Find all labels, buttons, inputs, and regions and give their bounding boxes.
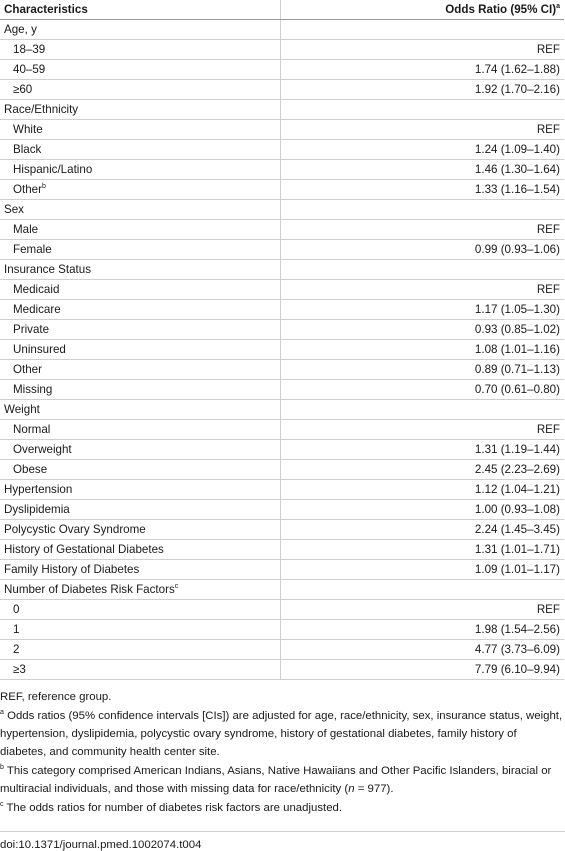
row-label: Hypertension — [0, 480, 280, 500]
table-row — [0, 360, 564, 380]
table-row — [0, 100, 564, 120]
row-odds-ratio — [280, 580, 564, 600]
row-label: Family History of Diabetes — [0, 560, 280, 580]
row-label: 18–39 — [0, 40, 280, 60]
table-row — [0, 560, 564, 580]
row-label: Race/Ethnicity — [0, 100, 280, 120]
row-odds-ratio: 1.46 (1.30–1.64) — [280, 160, 564, 180]
row-odds-ratio: 2.24 (1.45–3.45) — [280, 520, 564, 540]
row-odds-ratio: REF — [280, 220, 564, 240]
row-label: Black — [0, 140, 280, 160]
row-odds-ratio: REF — [280, 280, 564, 300]
table-row — [0, 380, 564, 400]
footnote-b: $^b$ This category comprised American Indians, Asians, Native Hawaiians and Other Pacific Islanders, biracial or multiracial individuals, and those with missing data for race/ethnicity (n = 977). — [0, 764, 552, 795]
header-characteristics: Characteristics — [0, 0, 280, 20]
row-odds-ratio: 1.24 (1.09–1.40) — [280, 140, 564, 160]
row-odds-ratio: 1.31 (1.01–1.71) — [280, 540, 564, 560]
row-label: 2 — [0, 640, 280, 660]
table-row — [0, 340, 564, 360]
row-label: Polycystic Ovary Syndrome — [0, 520, 280, 540]
row-odds-ratio — [280, 100, 564, 120]
row-odds-ratio: 1.17 (1.05–1.30) — [280, 300, 564, 320]
row-odds-ratio — [280, 400, 564, 420]
table-row — [0, 480, 564, 500]
row-odds-ratio: REF — [280, 40, 564, 60]
row-label: Male — [0, 220, 280, 240]
row-label: ≥3 — [0, 660, 280, 680]
table-row — [0, 640, 564, 660]
table-row — [0, 660, 564, 680]
table-row — [0, 280, 564, 300]
row-label: Female — [0, 240, 280, 260]
table-row — [0, 80, 564, 100]
row-odds-ratio: 1.33 (1.16–1.54) — [280, 180, 564, 200]
row-odds-ratio: 1.00 (0.93–1.08) — [280, 500, 564, 520]
row-label: Other$^b$ — [0, 180, 280, 200]
table-row — [0, 520, 564, 540]
row-odds-ratio: 0.70 (0.61–0.80) — [280, 380, 564, 400]
table-row — [0, 180, 564, 200]
row-label: Dyslipidemia — [0, 500, 280, 520]
table-row — [0, 140, 564, 160]
footnote-a: $^a$ Odds ratios (95% confidence intervals [CIs]) are adjusted for age, race/ethnicity, sex, insurance status, weight, hypertension, dyslipidemia, polycystic ovary syndrome, history of gestational diabetes, family history of diabetes, and community health center site. — [0, 709, 563, 758]
row-odds-ratio: 1.98 (1.54–2.56) — [280, 620, 564, 640]
row-label: Uninsured — [0, 340, 280, 360]
table-footnotes — [0, 680, 565, 817]
row-odds-ratio: 1.92 (1.70–2.16) — [280, 80, 564, 100]
row-odds-ratio: 1.08 (1.01–1.16) — [280, 340, 564, 360]
table-row — [0, 20, 564, 40]
row-label: Number of Diabetes Risk Factors$^c$ — [0, 580, 280, 600]
row-label: 0 — [0, 600, 280, 620]
table-row — [0, 160, 564, 180]
row-odds-ratio: REF — [280, 600, 564, 620]
row-label: Medicaid — [0, 280, 280, 300]
table-row — [0, 320, 564, 340]
row-label: History of Gestational Diabetes — [0, 540, 280, 560]
table-row — [0, 500, 564, 520]
header-odds-ratio: Odds Ratio (95% CI)$^a$ — [280, 0, 564, 20]
row-label: ≥60 — [0, 80, 280, 100]
table-row — [0, 420, 564, 440]
row-label: 40–59 — [0, 60, 280, 80]
row-label: Overweight — [0, 440, 280, 460]
row-label: Missing — [0, 380, 280, 400]
row-odds-ratio: 0.93 (0.85–1.02) — [280, 320, 564, 340]
row-label: White — [0, 120, 280, 140]
table-row — [0, 440, 564, 460]
table-row — [0, 460, 564, 480]
table-header-row — [0, 0, 564, 20]
row-odds-ratio: 4.77 (3.73–6.09) — [280, 640, 564, 660]
row-label: Private — [0, 320, 280, 340]
row-odds-ratio: 1.09 (1.01–1.17) — [280, 560, 564, 580]
row-odds-ratio: 2.45 (2.23–2.69) — [280, 460, 564, 480]
row-odds-ratio: 0.99 (0.93–1.06) — [280, 240, 564, 260]
row-label: Sex — [0, 200, 280, 220]
row-label: Hispanic/Latino — [0, 160, 280, 180]
table-row — [0, 260, 564, 280]
footnote-ref: REF, reference group. — [0, 691, 112, 703]
row-odds-ratio: 0.89 (0.71–1.13) — [280, 360, 564, 380]
row-label: Age, y — [0, 20, 280, 40]
row-label: Weight — [0, 400, 280, 420]
table-row — [0, 40, 564, 60]
row-label: Obese — [0, 460, 280, 480]
table-row — [0, 400, 564, 420]
row-odds-ratio: 1.12 (1.04–1.21) — [280, 480, 564, 500]
doi-line: doi:10.1371/journal.pmed.1002074.t004 — [0, 831, 565, 851]
row-label: Medicare — [0, 300, 280, 320]
row-odds-ratio — [280, 260, 564, 280]
table-row — [0, 300, 564, 320]
row-label: Insurance Status — [0, 260, 280, 280]
table-row — [0, 600, 564, 620]
table-row — [0, 580, 564, 600]
table-row — [0, 620, 564, 640]
table-row — [0, 220, 564, 240]
row-odds-ratio: REF — [280, 420, 564, 440]
row-odds-ratio: 1.74 (1.62–1.88) — [280, 60, 564, 80]
table-row — [0, 60, 564, 80]
row-odds-ratio — [280, 200, 564, 220]
row-odds-ratio: 7.79 (6.10–9.94) — [280, 660, 564, 680]
row-odds-ratio — [280, 20, 564, 40]
table-row — [0, 540, 564, 560]
table-row — [0, 200, 564, 220]
footnote-c: $^c$ The odds ratios for number of diabetes risk factors are unadjusted. — [0, 801, 343, 814]
table-row — [0, 120, 564, 140]
table-row — [0, 240, 564, 260]
row-odds-ratio: 1.31 (1.19–1.44) — [280, 440, 564, 460]
row-label: Other — [0, 360, 280, 380]
row-label: 1 — [0, 620, 280, 640]
table-body — [0, 20, 564, 680]
row-odds-ratio: REF — [280, 120, 564, 140]
row-label: Normal — [0, 420, 280, 440]
